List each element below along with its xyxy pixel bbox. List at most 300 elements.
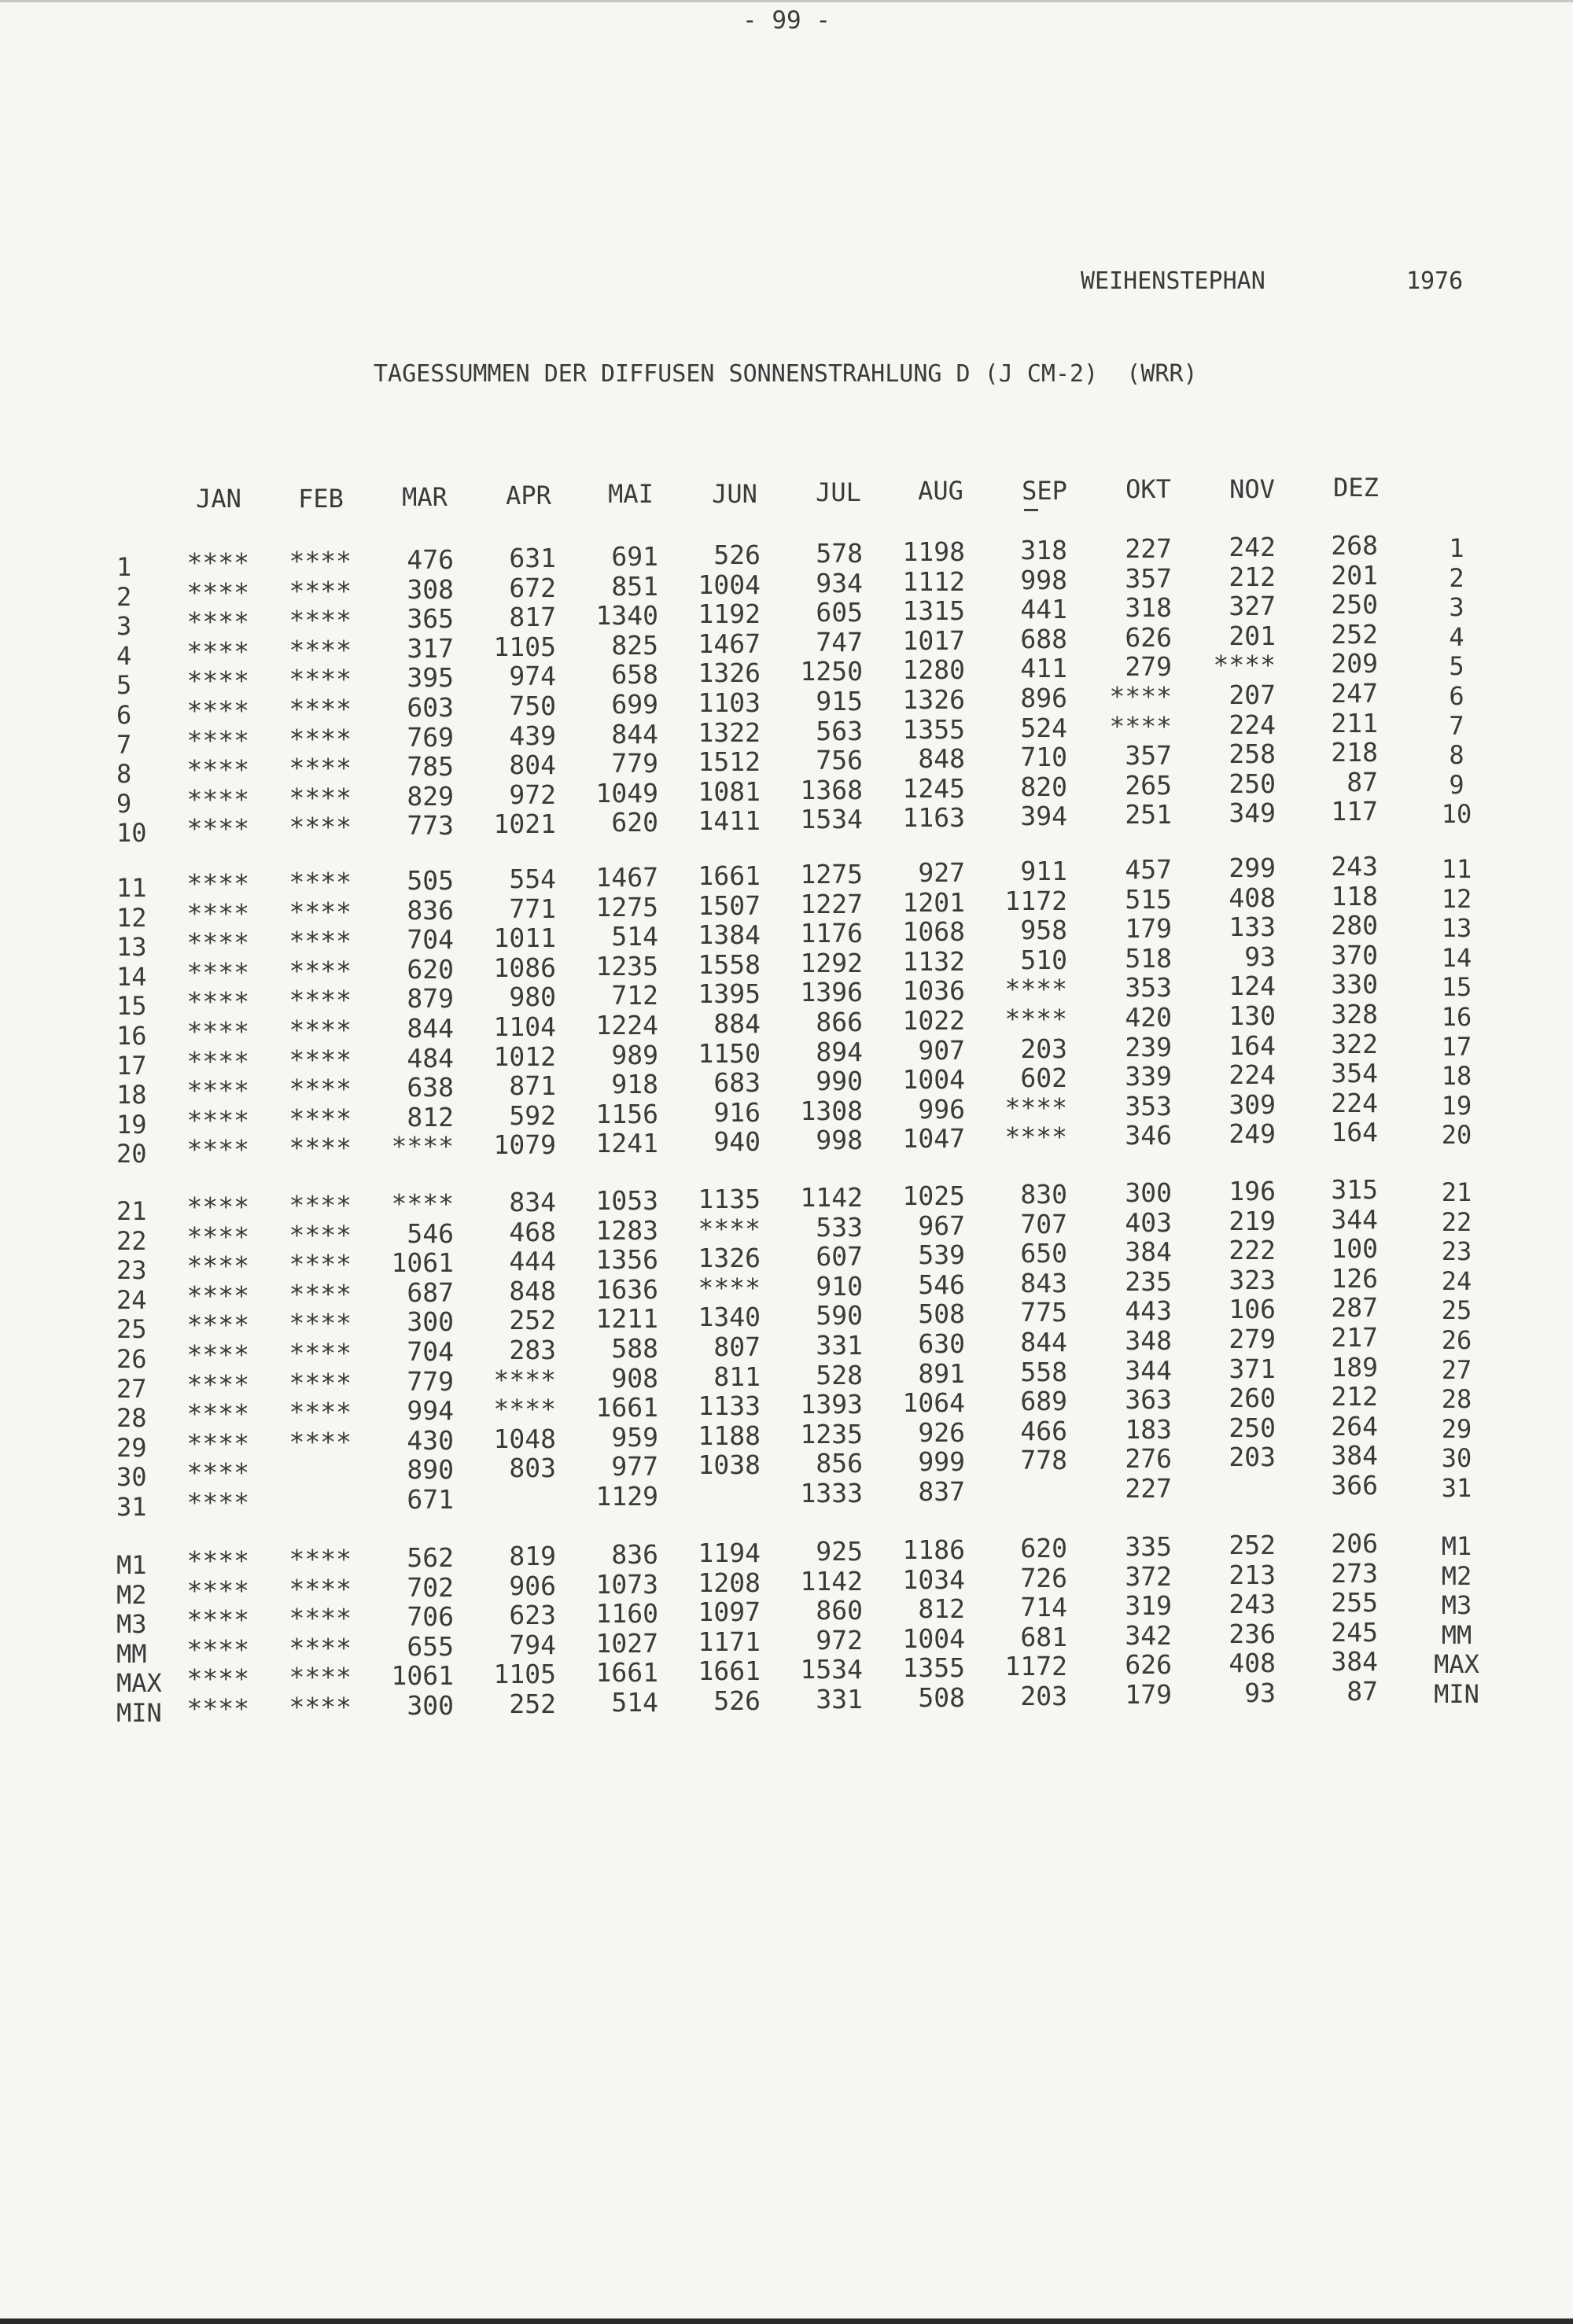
row-label: 9 <box>116 788 132 819</box>
table-cell: 443 <box>1125 1295 1172 1327</box>
table-cell: **** <box>186 783 249 815</box>
table-cell: 1112 <box>902 565 965 597</box>
table-cell: 989 <box>611 1039 658 1070</box>
row-label-right: 9 <box>1449 769 1464 800</box>
table-cell: 1340 <box>595 600 658 632</box>
table-cell: 688 <box>1020 623 1067 654</box>
row-label: 15 <box>116 991 147 1022</box>
table-cell: 1558 <box>698 948 761 980</box>
table-cell: 804 <box>509 749 556 781</box>
table-cell: 756 <box>816 745 863 776</box>
table-cell: **** <box>186 1339 249 1370</box>
row-label-right: M1 <box>1441 1531 1472 1561</box>
table-cell: 908 <box>611 1362 658 1394</box>
table-cell: 514 <box>611 921 658 952</box>
row-label-right: 2 <box>1449 562 1464 593</box>
table-cell: 1250 <box>800 656 863 687</box>
table-cell: 317 <box>407 632 454 664</box>
table-cell: 1292 <box>800 947 863 978</box>
table-cell: 227 <box>1125 1473 1172 1504</box>
table-cell: **** <box>289 1603 352 1634</box>
table-cell: 1661 <box>698 860 761 891</box>
table-cell: 1004 <box>902 1622 965 1654</box>
table-cell: **** <box>186 1221 249 1252</box>
table-cell: 1661 <box>595 1392 658 1423</box>
row-label-right: 7 <box>1449 710 1464 741</box>
table-cell: 1061 <box>391 1247 454 1279</box>
table-cell: 258 <box>1229 738 1276 770</box>
table-cell: **** <box>186 897 249 929</box>
table-cell: 1156 <box>595 1098 658 1129</box>
table-cell: 750 <box>509 691 556 721</box>
row-label: 14 <box>116 961 147 992</box>
table-cell: 87 <box>1346 1676 1378 1707</box>
table-cell: **** <box>289 1074 352 1105</box>
row-label: 12 <box>116 902 147 933</box>
row-label-right: 27 <box>1441 1354 1472 1385</box>
table-cell: **** <box>289 694 352 724</box>
table-cell: 1011 <box>493 923 556 954</box>
table-cell: 626 <box>1125 621 1172 653</box>
row-label-right: 26 <box>1441 1325 1472 1355</box>
table-cell: 1004 <box>902 1064 965 1096</box>
table-cell: 681 <box>1020 1621 1067 1652</box>
table-cell: 837 <box>918 1476 965 1507</box>
table-cell: 1186 <box>902 1534 965 1565</box>
table-cell: 106 <box>1229 1294 1276 1325</box>
table-cell: 916 <box>713 1096 761 1128</box>
table-cell: 87 <box>1346 766 1378 797</box>
table-cell: 1172 <box>1004 885 1067 916</box>
table-cell: 860 <box>816 1595 863 1626</box>
table-cell: 836 <box>407 894 454 926</box>
table-cell: **** <box>186 1575 249 1606</box>
table-cell: 866 <box>816 1007 863 1037</box>
month-header-mai: MAI <box>608 479 654 509</box>
row-label-right: 1 <box>1449 533 1464 563</box>
table-cell: 342 <box>1125 1619 1172 1651</box>
table-cell: **** <box>289 1426 352 1457</box>
table-cell: 327 <box>1229 591 1276 622</box>
table-cell: 958 <box>1020 915 1067 946</box>
table-cell: **** <box>289 1308 352 1339</box>
row-label: 26 <box>116 1344 147 1374</box>
table-cell: 276 <box>1125 1443 1172 1475</box>
row-label-right: 4 <box>1449 621 1464 652</box>
table-cell: **** <box>186 1398 249 1430</box>
row-label: 25 <box>116 1314 147 1345</box>
table-cell: 403 <box>1125 1206 1172 1238</box>
table-cell: 1086 <box>493 952 556 983</box>
table-cell: 526 <box>713 540 761 570</box>
table-cell: 1012 <box>493 1040 556 1072</box>
table-cell: 408 <box>1229 882 1276 913</box>
table-cell: 658 <box>611 659 658 691</box>
table-cell: 990 <box>816 1066 863 1097</box>
table-cell: 972 <box>816 1624 863 1656</box>
table-cell: **** <box>186 1045 249 1077</box>
table-cell: 1027 <box>595 1627 658 1659</box>
table-cell: 562 <box>407 1542 454 1573</box>
table-cell: 331 <box>816 1330 863 1361</box>
table-cell: **** <box>289 1367 352 1398</box>
table-cell: 224 <box>1229 1059 1276 1091</box>
row-label: M3 <box>116 1609 147 1640</box>
bottom-edge <box>0 2318 1573 2324</box>
table-cell: 279 <box>1229 1324 1276 1354</box>
table-cell: 972 <box>509 779 556 810</box>
row-label: 20 <box>116 1139 147 1169</box>
table-cell: 1661 <box>595 1657 658 1689</box>
table-cell: 335 <box>1125 1531 1172 1562</box>
table-cell: 252 <box>509 1305 556 1336</box>
table-cell: 959 <box>611 1421 658 1453</box>
table-cell: 726 <box>1020 1562 1067 1593</box>
table-cell: 444 <box>509 1246 556 1277</box>
table-cell: 251 <box>1125 799 1172 831</box>
row-label: 16 <box>116 1021 147 1051</box>
table-cell: 372 <box>1125 1560 1172 1592</box>
table-cell: 1636 <box>595 1273 658 1305</box>
table-cell: 164 <box>1331 1117 1378 1148</box>
table-cell: 268 <box>1331 530 1378 561</box>
row-label-right: 18 <box>1441 1061 1472 1092</box>
table-cell: 1160 <box>595 1598 658 1630</box>
table-cell: 209 <box>1331 648 1378 680</box>
table-cell: **** <box>186 1487 249 1518</box>
table-cell: 1079 <box>493 1129 556 1161</box>
table-cell: 1235 <box>595 950 658 982</box>
table-cell: **** <box>1109 681 1172 712</box>
table-cell: 1132 <box>902 945 965 977</box>
table-cell: 1038 <box>698 1449 761 1481</box>
table-cell: 1467 <box>595 862 658 893</box>
table-cell: 871 <box>509 1070 556 1102</box>
table-cell: 848 <box>509 1275 556 1306</box>
table-cell: 775 <box>1020 1297 1067 1328</box>
table-cell: 346 <box>1125 1120 1172 1151</box>
row-label-right: 3 <box>1449 592 1464 623</box>
table-cell: 1135 <box>698 1184 761 1214</box>
table-cell: **** <box>1213 650 1276 681</box>
row-label: 5 <box>116 670 132 701</box>
table-cell: 466 <box>1020 1415 1067 1446</box>
table-cell: 217 <box>1331 1322 1378 1353</box>
table-cell: 1534 <box>800 804 863 835</box>
table-cell: **** <box>698 1213 761 1244</box>
table-cell: 524 <box>1020 712 1067 743</box>
table-cell: 508 <box>918 1298 965 1330</box>
table-cell: 843 <box>1020 1267 1067 1298</box>
table-cell: 844 <box>611 718 658 749</box>
table-cell: **** <box>186 1309 249 1341</box>
row-label: 10 <box>116 818 147 849</box>
table-cell: 384 <box>1331 1646 1378 1678</box>
table-cell: **** <box>186 1457 249 1489</box>
table-cell: 300 <box>407 1306 454 1338</box>
row-label: 7 <box>116 729 132 760</box>
table-cell: 689 <box>1020 1386 1067 1417</box>
table-cell: 126 <box>1331 1262 1378 1294</box>
table-cell: 130 <box>1229 1000 1276 1031</box>
table-cell: 344 <box>1331 1203 1378 1235</box>
table-cell: 1308 <box>800 1095 863 1126</box>
table-cell: 1176 <box>800 918 863 949</box>
month-header-okt: OKT <box>1125 474 1171 504</box>
table-cell: 1064 <box>902 1387 965 1419</box>
row-label-right: 10 <box>1441 799 1472 830</box>
row-label: 11 <box>116 873 147 903</box>
table-cell: **** <box>186 1250 249 1282</box>
table-cell: **** <box>289 664 352 695</box>
table-cell: 430 <box>407 1424 454 1456</box>
row-label: 23 <box>116 1255 147 1286</box>
row-label-right: 17 <box>1441 1031 1472 1062</box>
table-cell: 891 <box>918 1357 965 1389</box>
table-cell: 344 <box>1125 1354 1172 1386</box>
table-cell: 996 <box>918 1093 965 1125</box>
table-cell: 980 <box>509 982 556 1013</box>
row-label-right: 22 <box>1441 1206 1472 1237</box>
table-cell: 222 <box>1229 1235 1276 1266</box>
table-cell: 318 <box>1125 592 1172 624</box>
table-cell: 243 <box>1229 1589 1276 1620</box>
row-label: 13 <box>116 932 147 963</box>
table-cell: **** <box>289 1632 352 1663</box>
table-cell: 189 <box>1331 1351 1378 1383</box>
row-label: 4 <box>116 640 132 671</box>
table-cell: 196 <box>1229 1176 1276 1206</box>
table-cell: **** <box>186 1016 249 1047</box>
table-cell: 309 <box>1229 1088 1276 1120</box>
table-cell: 213 <box>1229 1559 1276 1590</box>
table-cell: 526 <box>713 1685 761 1716</box>
table-cell: 785 <box>407 751 454 783</box>
table-cell: 1275 <box>595 891 658 923</box>
row-label-right: 14 <box>1441 942 1472 973</box>
row-label: 21 <box>116 1196 147 1226</box>
table-cell: 1036 <box>902 975 965 1007</box>
table-cell: 118 <box>1331 880 1378 912</box>
table-cell: **** <box>289 1278 352 1309</box>
table-cell: 672 <box>509 572 556 603</box>
table-cell: 1326 <box>902 684 965 715</box>
table-cell: 710 <box>1020 742 1067 773</box>
table-cell: 1103 <box>698 687 761 718</box>
table-cell: **** <box>289 1338 352 1368</box>
table-cell: **** <box>1004 1092 1067 1123</box>
table-cell: 318 <box>1020 535 1067 565</box>
table-cell: 1129 <box>595 1481 658 1512</box>
row-label-right: 20 <box>1441 1120 1472 1151</box>
table-cell: 1198 <box>902 536 965 567</box>
table-cell: 906 <box>509 1570 556 1601</box>
table-cell: **** <box>289 782 352 813</box>
table-cell: 546 <box>918 1269 965 1300</box>
row-label-right: 24 <box>1441 1265 1472 1296</box>
table-cell: **** <box>186 547 249 578</box>
table-cell: 1061 <box>391 1660 454 1692</box>
table-cell: 279 <box>1125 651 1172 683</box>
table-cell: 1021 <box>493 808 556 840</box>
table-cell: 308 <box>407 573 454 605</box>
row-label: MIN <box>116 1698 162 1728</box>
table-cell: 510 <box>1020 944 1067 975</box>
table-cell: 349 <box>1229 797 1276 829</box>
table-cell: 578 <box>816 538 863 569</box>
table-cell: 1047 <box>902 1123 965 1155</box>
row-label-right: 11 <box>1441 854 1472 884</box>
month-header-sep: SEP <box>1022 476 1067 506</box>
table-cell: 1396 <box>800 977 863 1008</box>
table-cell: **** <box>698 1272 761 1303</box>
table-cell: 239 <box>1125 1031 1172 1063</box>
table-cell: 328 <box>1331 999 1378 1029</box>
table-cell: **** <box>289 723 352 754</box>
table-cell: 563 <box>816 715 863 746</box>
table-cell: 620 <box>1020 1533 1067 1563</box>
table-cell: 650 <box>1020 1238 1067 1269</box>
table-cell: 890 <box>407 1454 454 1486</box>
table-cell: 1208 <box>698 1567 761 1598</box>
table-cell: 779 <box>407 1365 454 1397</box>
table-cell: **** <box>186 1633 249 1665</box>
table-cell: 201 <box>1229 620 1276 651</box>
table-cell: 1105 <box>493 1659 556 1690</box>
table-cell: **** <box>289 753 352 784</box>
row-label: 27 <box>116 1373 147 1404</box>
table-cell: **** <box>186 665 249 697</box>
table-cell: 1133 <box>698 1390 761 1422</box>
table-cell: **** <box>289 605 352 636</box>
table-cell: 896 <box>1020 683 1067 713</box>
table-cell: 769 <box>407 721 454 753</box>
table-cell: 592 <box>509 1099 556 1131</box>
table-cell: 812 <box>407 1101 454 1133</box>
table-cell: 280 <box>1331 910 1378 941</box>
table-cell: **** <box>289 1397 352 1428</box>
table-cell: 1211 <box>595 1303 658 1335</box>
table-cell: 224 <box>1229 709 1276 740</box>
table-cell: 183 <box>1125 1413 1172 1445</box>
table-cell: 811 <box>713 1361 761 1392</box>
table-cell: **** <box>186 754 249 786</box>
table-cell: 207 <box>1229 680 1276 710</box>
table-cell: 851 <box>611 570 658 602</box>
table-cell: 1275 <box>800 859 863 889</box>
table-cell: **** <box>186 813 249 845</box>
table-cell: **** <box>186 927 249 959</box>
table-cell: 1097 <box>698 1597 761 1628</box>
table-cell: 620 <box>611 807 658 838</box>
row-label: 6 <box>116 700 132 730</box>
table-cell: 1192 <box>698 598 761 630</box>
table-cell: 395 <box>407 662 454 694</box>
table-cell: 260 <box>1229 1383 1276 1414</box>
table-cell: **** <box>1004 1121 1067 1153</box>
table-cell: 894 <box>816 1036 863 1067</box>
table-cell: 630 <box>918 1328 965 1359</box>
table-cell: 915 <box>816 686 863 716</box>
table-cell: 704 <box>407 924 454 956</box>
table-cell: 999 <box>918 1446 965 1478</box>
table-cell: 927 <box>918 857 965 888</box>
table-cell: 884 <box>713 1008 761 1039</box>
month-header-jul: JUL <box>816 477 861 507</box>
table-cell: 1194 <box>698 1538 761 1568</box>
table-cell: 201 <box>1331 559 1378 591</box>
table-cell: **** <box>186 1075 249 1107</box>
table-cell: 203 <box>1229 1442 1276 1473</box>
table-cell: 339 <box>1125 1061 1172 1092</box>
month-header-mar: MAR <box>402 482 448 512</box>
table-cell: 249 <box>1229 1118 1276 1150</box>
row-label: 8 <box>116 759 132 790</box>
table-cell: 607 <box>816 1241 863 1272</box>
table-cell: 807 <box>713 1331 761 1362</box>
table-cell: 439 <box>509 720 556 751</box>
table-cell: 394 <box>1020 801 1067 832</box>
table-cell: **** <box>186 1368 249 1400</box>
row-label-right: MAX <box>1434 1649 1479 1680</box>
table-cell: 1017 <box>902 624 965 656</box>
table-cell: 236 <box>1229 1618 1276 1649</box>
table-cell: 354 <box>1331 1058 1378 1089</box>
row-label-right: M3 <box>1441 1590 1472 1621</box>
table-cell: 1315 <box>902 595 965 627</box>
table-cell: 515 <box>1125 883 1172 915</box>
month-header-nov: NOV <box>1229 474 1275 504</box>
table-cell: **** <box>186 606 249 638</box>
table-cell: 273 <box>1331 1557 1378 1589</box>
row-label-right: 30 <box>1441 1443 1472 1474</box>
table-cell: **** <box>186 986 249 1018</box>
row-label-right: 13 <box>1441 913 1472 944</box>
table-cell: 93 <box>1244 1678 1276 1708</box>
table-cell: 620 <box>407 953 454 985</box>
table-cell: 771 <box>509 893 556 924</box>
table-cell: 1224 <box>595 1010 658 1040</box>
table-cell: 514 <box>611 1687 658 1718</box>
row-label: 29 <box>116 1432 147 1463</box>
table-cell: 331 <box>816 1684 863 1714</box>
table-cell: 539 <box>918 1239 965 1271</box>
table-cell: 602 <box>1020 1063 1067 1094</box>
table-cell: 1661 <box>698 1656 761 1687</box>
table-cell: **** <box>289 896 352 927</box>
row-label-right: 16 <box>1441 1002 1472 1032</box>
table-cell: 1188 <box>698 1420 761 1451</box>
table-cell: 1081 <box>698 775 761 807</box>
station-name: WEIHENSTEPHAN <box>1081 267 1265 295</box>
row-label: 2 <box>116 581 132 612</box>
table-cell: **** <box>289 1015 352 1045</box>
table-cell: 353 <box>1125 1090 1172 1121</box>
table-cell: 977 <box>611 1451 658 1482</box>
page-number: - 99 - <box>742 6 831 35</box>
table-cell: 773 <box>407 810 454 842</box>
month-header-feb: FEB <box>298 484 344 514</box>
table-cell: **** <box>186 1545 249 1576</box>
table-cell: 590 <box>816 1300 863 1331</box>
table-cell: 803 <box>509 1453 556 1484</box>
table-cell: **** <box>186 635 249 667</box>
table-cell: 558 <box>1020 1356 1067 1387</box>
table-cell: 967 <box>918 1210 965 1241</box>
table-cell: 1326 <box>698 657 761 689</box>
table-cell: 1073 <box>595 1568 658 1600</box>
table-cell: 1245 <box>902 772 965 804</box>
